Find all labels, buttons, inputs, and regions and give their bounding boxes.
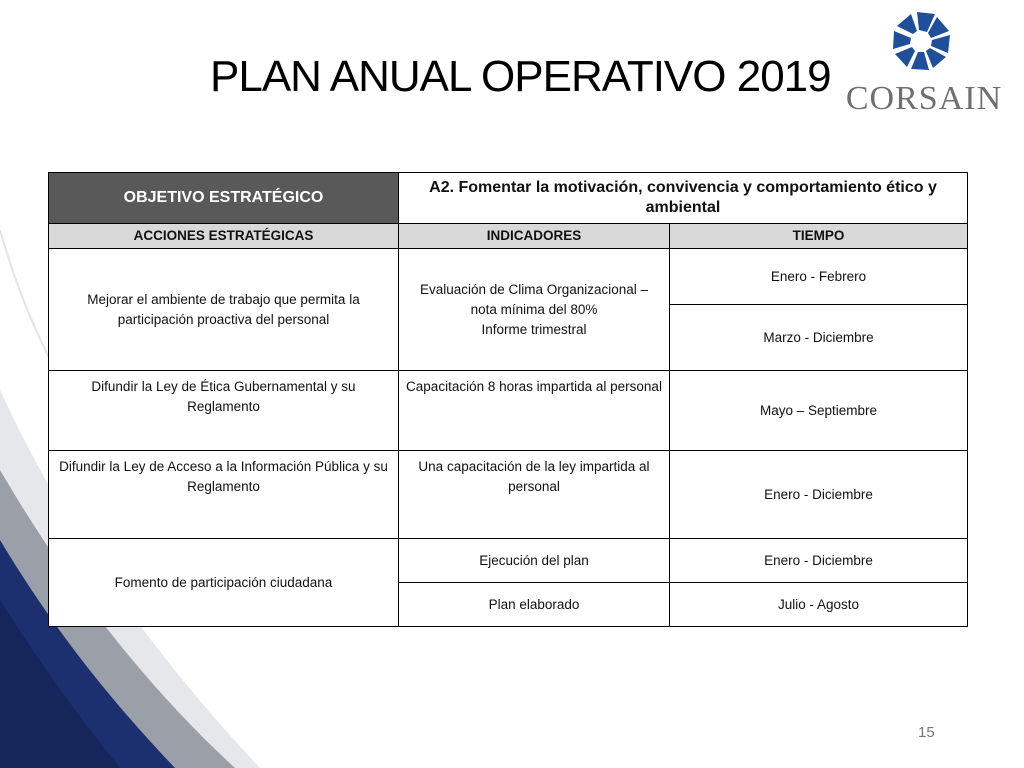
column-header-indicators: INDICADORES — [399, 224, 670, 249]
corsain-wordmark: CORSAIN — [845, 80, 1003, 117]
action-cell: Difundir la Ley de Acceso a la Información Pública y su Reglamento — [49, 451, 399, 539]
objective-label: OBJETIVO ESTRATÉGICO — [49, 173, 399, 224]
action-cell: Mejorar el ambiente de trabajo que permita la participación proactiva del personal — [49, 249, 399, 371]
objective-header-row — [49, 173, 968, 224]
action-cell: Difundir la Ley de Ética Gubernamental y su Reglamento — [49, 371, 399, 451]
indicator-cell: Plan elaborado — [399, 583, 670, 627]
time-cell: Enero - Diciembre — [670, 539, 968, 583]
action-cell: Fomento de participación ciudadana — [49, 539, 399, 627]
page-number: 15 — [918, 724, 935, 741]
plan-table — [48, 172, 968, 627]
indicator-cell: Evaluación de Clima Organizacional – nota mínima del 80% Informe trimestral — [399, 249, 670, 371]
time-cell: Enero - Diciembre — [670, 451, 968, 539]
column-header-time: TIEMPO — [670, 224, 968, 249]
time-cell: Marzo - Diciembre — [670, 305, 968, 371]
table-row — [49, 451, 968, 539]
table-row — [49, 539, 968, 583]
objective-text: A2. Fomentar la motivación, convivencia y comportamiento ético y ambiental — [399, 173, 968, 224]
time-cell: Mayo – Septiembre — [670, 371, 968, 451]
indicator-cell: Una capacitación de la ley impartida al personal — [399, 451, 670, 539]
column-header-row — [49, 224, 968, 249]
table-row — [49, 371, 968, 451]
time-cell: Julio - Agosto — [670, 583, 968, 627]
indicator-cell: Capacitación 8 horas impartida al personal — [399, 371, 670, 451]
corsain-logo-mark-icon — [890, 10, 952, 72]
indicator-cell: Ejecución del plan — [399, 539, 670, 583]
slide-title: PLAN ANUAL OPERATIVO 2019 — [210, 52, 831, 101]
time-cell: Enero - Febrero — [670, 249, 968, 305]
table-row — [49, 249, 968, 305]
column-header-actions: ACCIONES ESTRATÉGICAS — [49, 224, 399, 249]
corsain-logo — [838, 10, 1010, 120]
